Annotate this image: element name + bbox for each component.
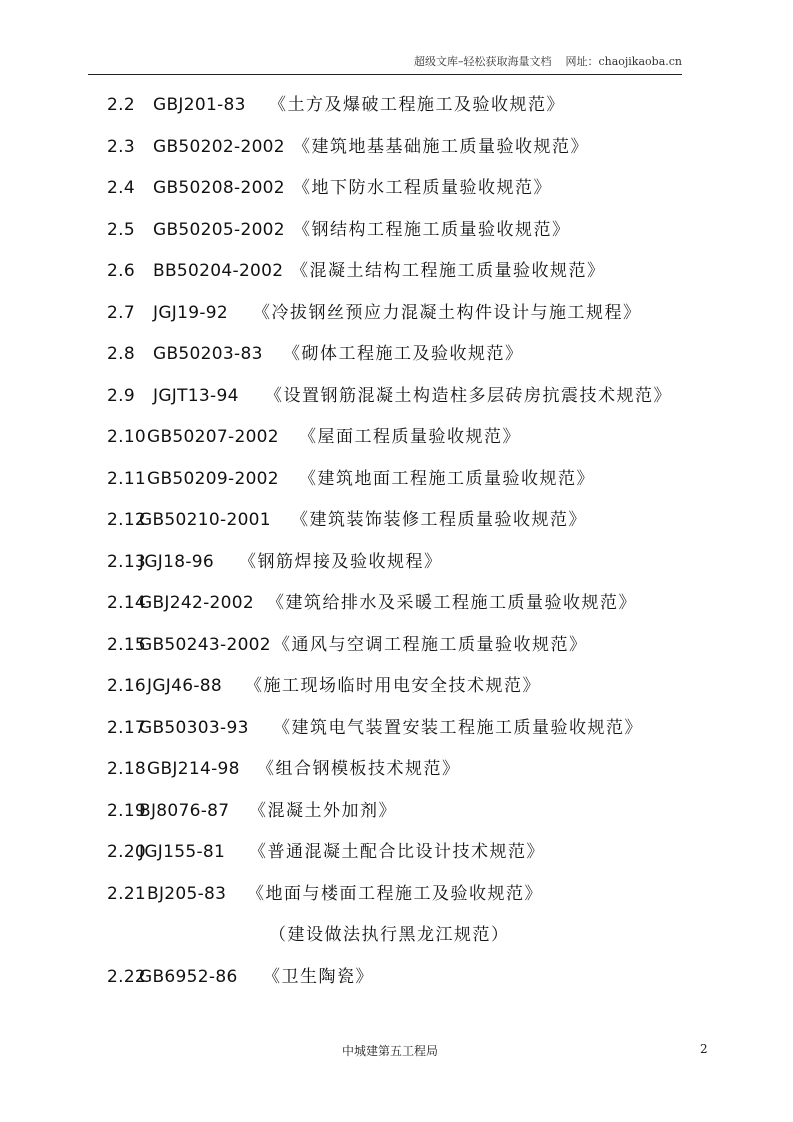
item-title: 《普通混凝土配合比设计技术规范》	[249, 842, 545, 862]
item-code: JGJ46-88	[147, 676, 222, 696]
item-title: 《建筑地基基础施工质量验收规范》	[293, 136, 589, 157]
list-item	[107, 300, 707, 342]
item-title: 《钢结构工程施工质量验收规范》	[293, 219, 571, 240]
item-number: 2.20	[107, 842, 147, 862]
list-item	[107, 673, 707, 715]
item-code: GB50202-2002	[153, 136, 285, 157]
item-title: 《建筑装饰装修工程质量验收规范》	[291, 510, 587, 530]
list-item	[107, 424, 707, 466]
item-number: 2.13	[107, 551, 147, 572]
item-code: BJ8076-87	[139, 800, 230, 821]
list-item	[107, 881, 707, 923]
list-item	[107, 507, 707, 549]
item-number: 2.6	[107, 261, 135, 281]
page-number: 2	[700, 1042, 708, 1056]
item-number: 2.12	[107, 510, 147, 530]
item-title: 《混凝土结构工程施工质量验收规范》	[291, 261, 606, 281]
list-item	[107, 383, 707, 425]
item-code: BJ205-83	[147, 883, 227, 904]
item-code: GB50203-83	[153, 344, 263, 364]
item-number: 2.21	[107, 883, 147, 904]
item-number: 2.8	[107, 344, 135, 364]
list-item	[107, 466, 707, 508]
item-code: GB50209-2002	[147, 468, 279, 489]
list-item	[107, 715, 707, 757]
item-title: 《通风与空调工程施工质量验收规范》	[273, 634, 588, 655]
item-code: GBJ201-83	[153, 95, 246, 115]
item-number: 2.5	[107, 219, 135, 240]
item-number: 2.22	[107, 966, 147, 987]
item-code: BB50204-2002	[153, 261, 284, 281]
list-item	[107, 258, 707, 300]
item-title: 《建筑给排水及采暖工程施工质量验收规范》	[267, 593, 637, 613]
item-title: 《冷拔钢丝预应力混凝土构件设计与施工规程》	[253, 302, 642, 323]
item-code: GB50303-93	[139, 717, 249, 738]
item-code: GBJ214-98	[147, 759, 240, 779]
item-title: 《组合钢模板技术规范》	[257, 759, 461, 779]
header-site-name: 超级文库–轻松获取海量文档	[413, 55, 552, 68]
list-item	[107, 92, 707, 134]
item-code: GBJ242-2002	[139, 593, 254, 613]
item-number: 2.3	[107, 136, 135, 157]
list-item	[107, 964, 707, 1006]
item-title: 《混凝土外加剂》	[249, 800, 397, 821]
item-number: 2.10	[107, 427, 147, 447]
item-code: GB50243-2002	[139, 634, 271, 655]
item-title: 《卫生陶瓷》	[263, 966, 374, 987]
header-url: 网址：chaojikaoba.cn	[565, 55, 682, 68]
item-number: 2.19	[107, 800, 147, 821]
list-item	[107, 798, 707, 840]
item-code: GB50207-2002	[147, 427, 279, 447]
item-number: 2.18	[107, 759, 147, 779]
item-number: 2.9	[107, 385, 135, 406]
item-number: 2.11	[107, 468, 147, 489]
item-title: 《施工现场临时用电安全技术规范》	[245, 676, 541, 696]
item-title: 《砌体工程施工及验收规范》	[283, 344, 524, 364]
page-header	[88, 54, 682, 75]
item-number: 2.16	[107, 676, 147, 696]
item-title: 《设置钢筋混凝土构造柱多层砖房抗震技术规范》	[265, 385, 672, 406]
note-text: （建设做法执行黑龙江规范）	[269, 925, 510, 945]
item-code: JGJ18-96	[139, 551, 214, 572]
item-title: 《地下防水工程质量验收规范》	[293, 178, 552, 198]
list-item	[107, 756, 707, 798]
item-code: JGJ155-81	[139, 842, 226, 862]
item-code: GB6952-86	[139, 966, 238, 987]
list-item	[107, 549, 707, 591]
item-number: 2.17	[107, 717, 147, 738]
list-item	[107, 341, 707, 383]
item-code: JGJT13-94	[153, 385, 239, 406]
list-item	[107, 217, 707, 259]
item-title: 《地面与楼面工程施工及验收规范》	[247, 883, 543, 904]
list-item	[107, 632, 707, 674]
list-item	[107, 175, 707, 217]
list-item	[107, 839, 707, 881]
standards-list	[107, 92, 707, 1005]
list-item	[107, 590, 707, 632]
item-title: 《土方及爆破工程施工及验收规范》	[269, 95, 565, 115]
item-number: 2.2	[107, 95, 135, 115]
item-title: 《屋面工程质量验收规范》	[299, 427, 521, 447]
note-line	[107, 922, 707, 964]
item-title: 《钢筋焊接及验收规程》	[239, 551, 443, 572]
item-number: 2.7	[107, 302, 135, 323]
item-code: GB50205-2002	[153, 219, 285, 240]
item-number: 2.4	[107, 178, 135, 198]
item-number: 2.15	[107, 634, 147, 655]
item-number: 2.14	[107, 593, 147, 613]
item-code: GB50210-2001	[139, 510, 271, 530]
item-code: GB50208-2002	[153, 178, 285, 198]
item-title: 《建筑电气装置安装工程施工质量验收规范》	[273, 717, 643, 738]
item-title: 《建筑地面工程施工质量验收规范》	[299, 468, 595, 489]
list-item	[107, 134, 707, 176]
footer-org: 中城建第五工程局	[342, 1044, 439, 1058]
item-code: JGJ19-92	[153, 302, 228, 323]
